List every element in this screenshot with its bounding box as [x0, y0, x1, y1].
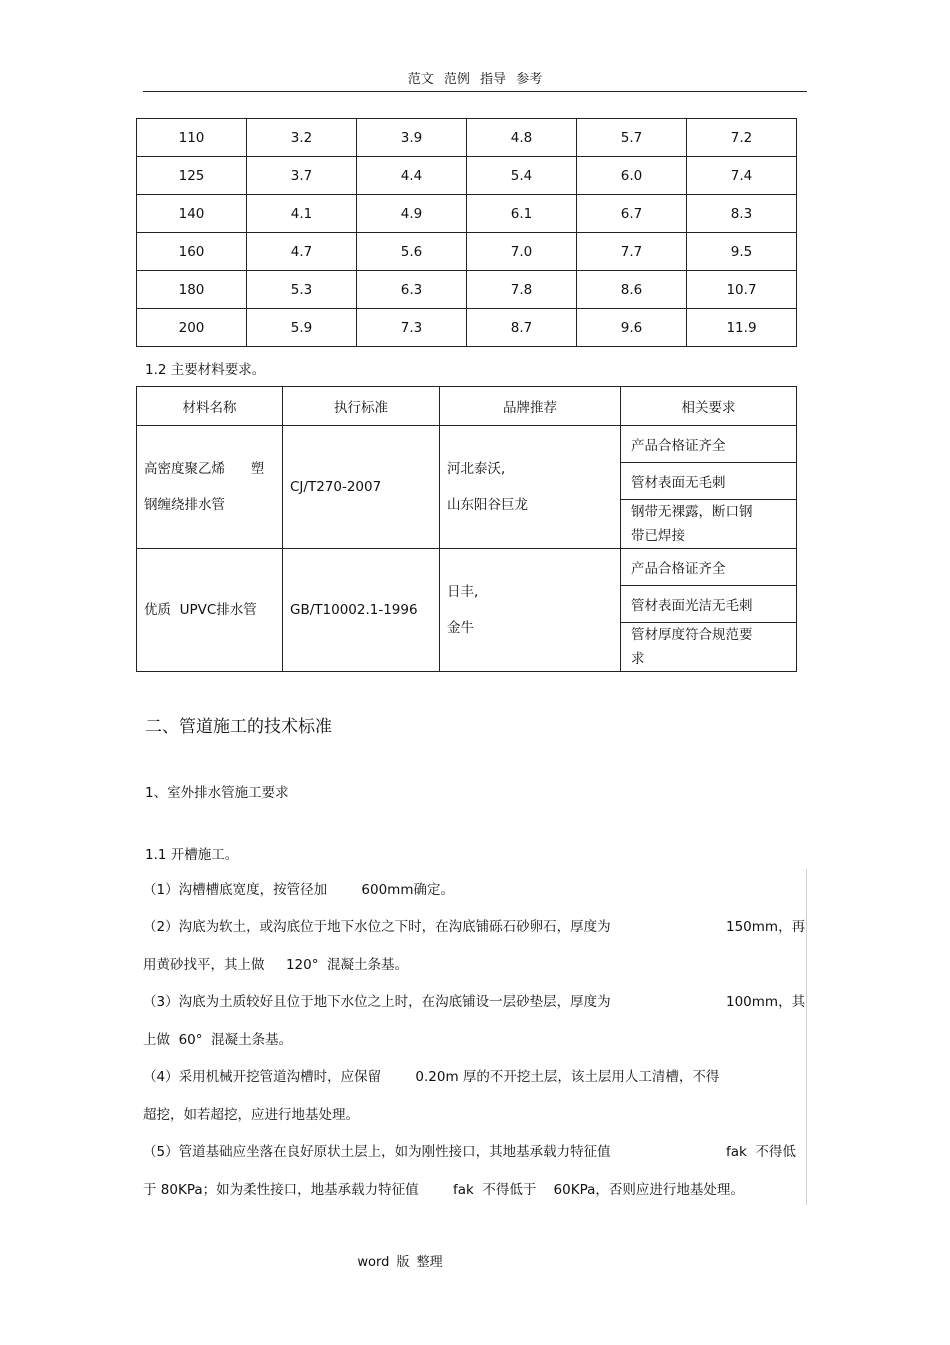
subsubsection-title: 1.1 开槽施工。 — [145, 847, 239, 863]
table-cell: 3.7 — [247, 157, 357, 195]
materials-caption: 1.2 主要材料要求。 — [145, 362, 266, 378]
requirement-line: 带已焊接 — [631, 528, 685, 544]
header-brand: 品牌推荐 — [440, 387, 621, 426]
material-name-line: 钢缠绕排水管 — [144, 497, 225, 513]
table-header-row — [137, 387, 797, 426]
paragraph-line: 超挖，如若超挖，应进行地基处理。 — [143, 1107, 359, 1123]
brand-cell — [440, 426, 621, 549]
table-row — [137, 309, 797, 347]
table-cell: 3.9 — [357, 119, 467, 157]
table-cell: 8.3 — [687, 195, 797, 233]
table-cell: 7.8 — [467, 271, 577, 309]
section-title: 二、管道施工的技术标准 — [145, 717, 332, 737]
paragraph-line-end: fak 不得低 — [726, 1144, 796, 1160]
requirement-line: 求 — [631, 651, 645, 667]
paragraph-line: （3）沟底为土质较好且位于地下水位之上时，在沟底铺设一层砂垫层，厚度为 — [143, 994, 611, 1010]
header-standard: 执行标准 — [283, 387, 440, 426]
table-row — [137, 119, 797, 157]
table-cell: 9.6 — [577, 309, 687, 347]
table-cell: 200 — [137, 309, 247, 347]
requirement-cell — [621, 623, 797, 672]
material-name-cell — [137, 426, 283, 549]
table-cell: 6.1 — [467, 195, 577, 233]
table-cell: 5.9 — [247, 309, 357, 347]
table-cell: 6.7 — [577, 195, 687, 233]
table-cell: 4.4 — [357, 157, 467, 195]
requirement-cell: 产品合格证齐全 — [621, 426, 797, 463]
table-cell: 4.7 — [247, 233, 357, 271]
materials-table — [136, 386, 797, 672]
table-cell: 7.4 — [687, 157, 797, 195]
table-cell: 6.3 — [357, 271, 467, 309]
requirement-cell: 管材表面无毛刺 — [621, 463, 797, 500]
material-name-cell: 优质 UPVC排水管 — [137, 549, 283, 672]
dimension-table — [136, 118, 797, 347]
table-cell: 5.6 — [357, 233, 467, 271]
table-cell: 110 — [137, 119, 247, 157]
table-cell: 125 — [137, 157, 247, 195]
table-cell: 7.7 — [577, 233, 687, 271]
table-row — [137, 157, 797, 195]
brand-line: 山东阳谷巨龙 — [447, 497, 528, 513]
table-row — [137, 426, 797, 463]
paragraph-line: 于 80KPa；如为柔性接口，地基承载力特征值 fak 不得低于 60KPa，否则应进行地基处理。 — [143, 1182, 744, 1198]
brand-cell — [440, 549, 621, 672]
page-footer: word 版 整理 — [357, 1255, 443, 1270]
table-cell: 4.1 — [247, 195, 357, 233]
brand-line: 日丰, — [447, 584, 479, 600]
requirement-cell — [621, 500, 797, 549]
header-requirements: 相关要求 — [621, 387, 797, 426]
table-cell: 9.5 — [687, 233, 797, 271]
table-cell: 4.8 — [467, 119, 577, 157]
table-cell: 6.0 — [577, 157, 687, 195]
brand-line: 河北泰沃, — [447, 461, 506, 477]
table-cell: 7.0 — [467, 233, 577, 271]
standard-cell: GB/T10002.1-1996 — [283, 549, 440, 672]
subsection-title: 1、室外排水管施工要求 — [145, 785, 289, 801]
paragraph-line-end: 150mm，再 — [726, 919, 806, 935]
table-cell: 160 — [137, 233, 247, 271]
paragraph-line: （4）采用机械开挖管道沟槽时，应保留 0.20m 厚的不开挖土层，该土层用人工清槽，不得 — [143, 1069, 720, 1085]
table-row — [137, 271, 797, 309]
standard-cell: CJ/T270-2007 — [283, 426, 440, 549]
table-cell: 3.2 — [247, 119, 357, 157]
paragraph-line-end: 100mm，其 — [726, 994, 806, 1010]
table-cell: 11.9 — [687, 309, 797, 347]
paragraph-line: 上做 60° 混凝土条基。 — [143, 1032, 293, 1048]
table-cell: 10.7 — [687, 271, 797, 309]
paragraph-line: （5）管道基础应坐落在良好原状土层上，如为刚性接口，其地基承载力特征值 — [143, 1144, 611, 1160]
paragraph-line: 用黄砂找平，其上做 120° 混凝土条基。 — [143, 957, 409, 973]
table-cell: 5.7 — [577, 119, 687, 157]
table-cell: 7.3 — [357, 309, 467, 347]
table-cell: 140 — [137, 195, 247, 233]
construction-requirements-text — [143, 869, 807, 1205]
requirement-cell: 产品合格证齐全 — [621, 549, 797, 586]
material-name-line: 高密度聚乙烯 塑 — [144, 461, 265, 477]
table-row — [137, 549, 797, 586]
page-header: 范文 范例 指导 参考 — [407, 72, 543, 87]
requirement-cell: 管材表面光洁无毛刺 — [621, 586, 797, 623]
table-cell: 4.9 — [357, 195, 467, 233]
table-cell: 7.2 — [687, 119, 797, 157]
table-row — [137, 233, 797, 271]
table-cell: 8.7 — [467, 309, 577, 347]
requirement-line: 管材厚度符合规范要 — [631, 627, 753, 643]
table-cell: 180 — [137, 271, 247, 309]
table-row — [137, 195, 797, 233]
paragraph-line: （2）沟底为软土，或沟底位于地下水位之下时，在沟底铺砾石砂卵石，厚度为 — [143, 919, 611, 935]
brand-line: 金牛 — [447, 620, 474, 636]
table-cell: 5.3 — [247, 271, 357, 309]
paragraph-line: （1）沟槽槽底宽度，按管径加 600mm确定。 — [143, 882, 454, 898]
table-cell: 5.4 — [467, 157, 577, 195]
header-rule — [143, 91, 807, 92]
table-cell: 8.6 — [577, 271, 687, 309]
requirement-line: 钢带无裸露，断口钢 — [631, 504, 753, 520]
header-material-name: 材料名称 — [137, 387, 283, 426]
